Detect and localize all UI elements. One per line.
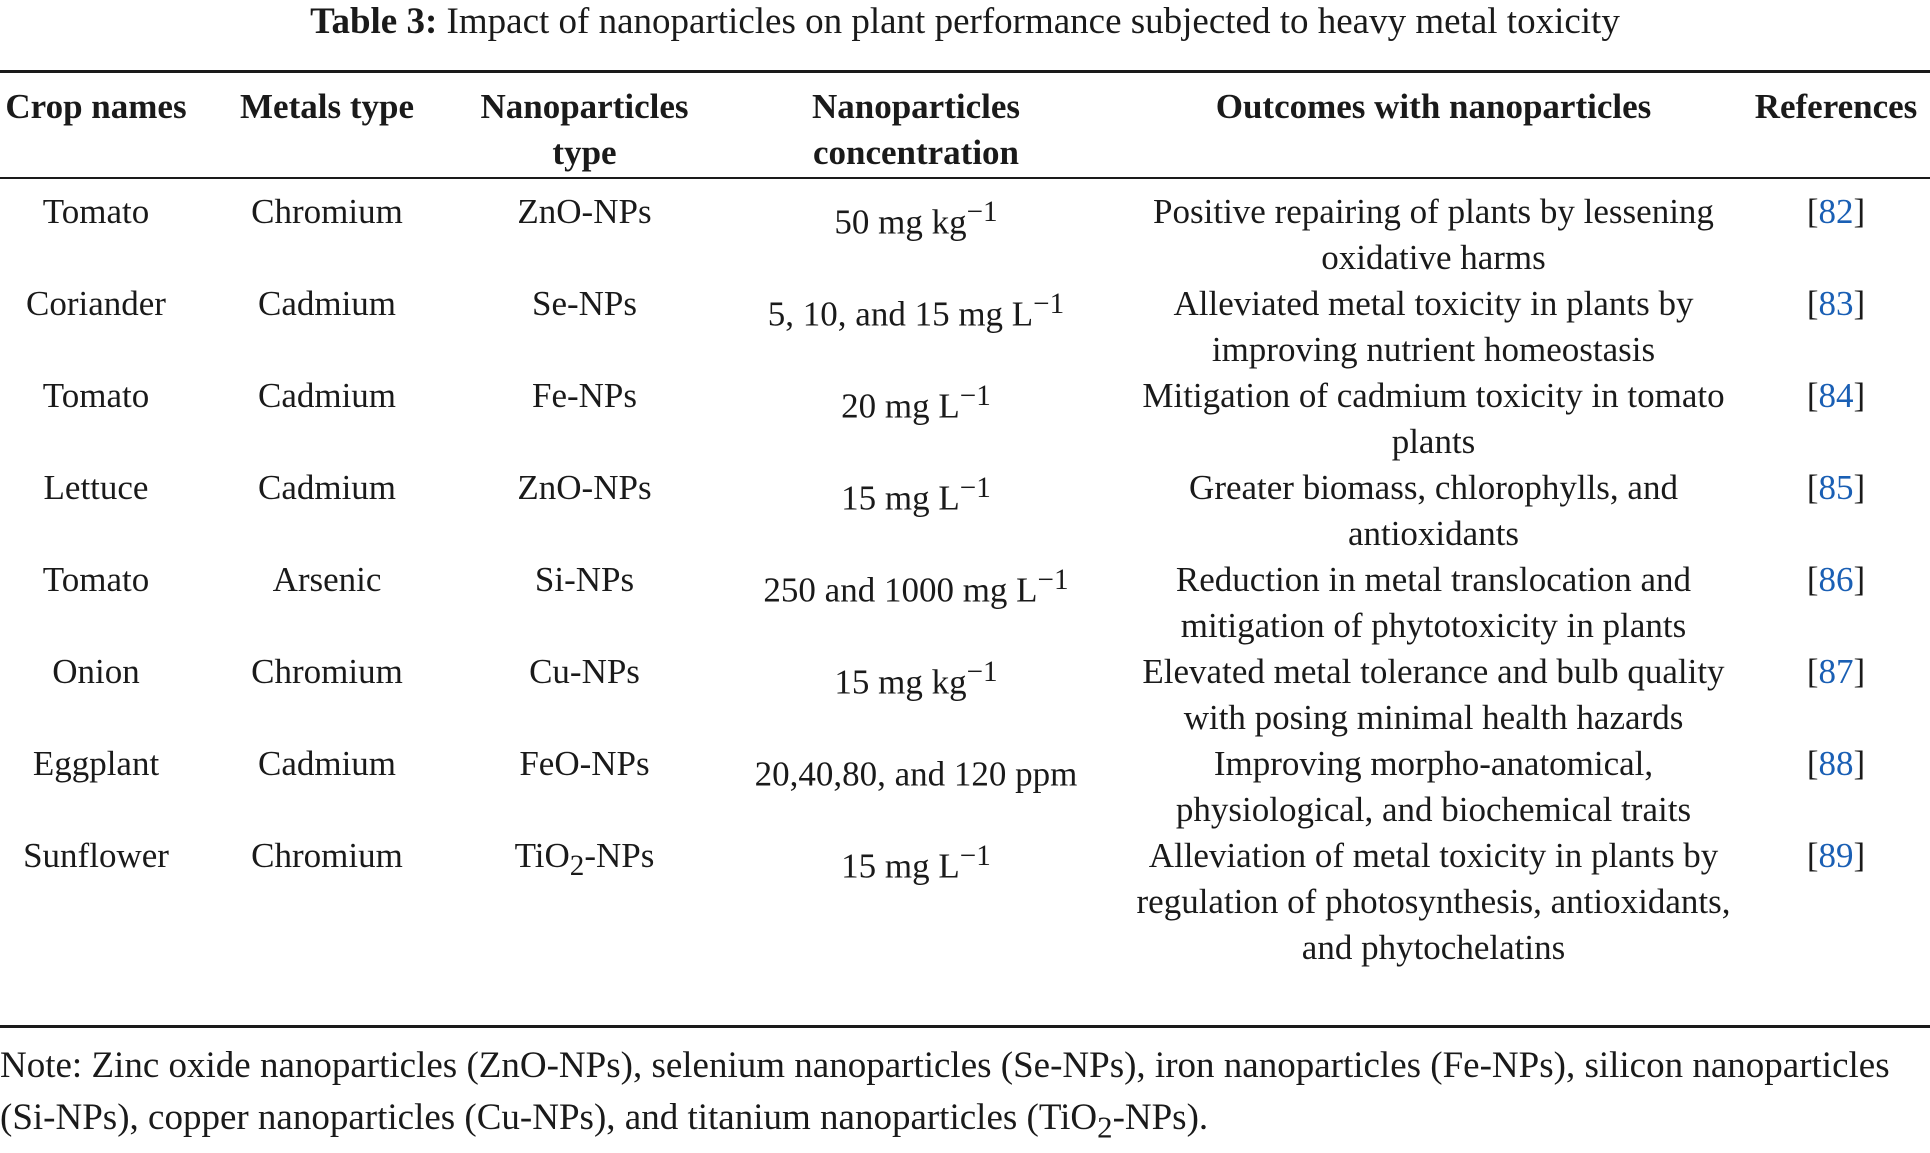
- table-row: [0, 177, 1930, 281]
- cell-outcome: Alleviated metal toxicity in plants by improving nutrient homeostasis: [1173, 284, 1694, 369]
- cell-np: [462, 833, 707, 971]
- conc-exponent: −1: [959, 840, 991, 872]
- reference-link[interactable]: 87: [1818, 652, 1854, 691]
- header-np-line1: Nanoparticles: [480, 87, 689, 126]
- cell-conc: [707, 177, 1125, 281]
- table-row: [0, 649, 1930, 741]
- caption-label: Table 3:: [310, 1, 438, 42]
- reference-link[interactable]: 86: [1818, 560, 1854, 599]
- conc-value: 20,40,80, and 120 ppm: [754, 754, 1078, 794]
- np-formula: TiO: [514, 836, 570, 875]
- cell-crop: Onion: [52, 652, 140, 691]
- note-subscript: 2: [1097, 1110, 1113, 1145]
- header-np-type: [462, 84, 707, 177]
- header-references: References: [1754, 87, 1918, 126]
- cell-conc: [707, 373, 1125, 465]
- cell-crop: Tomato: [42, 560, 150, 599]
- cell-conc: [707, 281, 1125, 373]
- cell-outcome: Mitigation of cadmium toxicity in tomato plants: [1142, 376, 1725, 461]
- table-row: [0, 373, 1930, 465]
- cell-crop: Sunflower: [23, 836, 169, 875]
- conc-value: 50 mg kg: [834, 202, 967, 242]
- conc-exponent: −1: [959, 380, 991, 412]
- cell-metal: Chromium: [251, 652, 403, 691]
- conc-exponent: −1: [1037, 564, 1069, 596]
- reference-link[interactable]: 88: [1818, 744, 1854, 783]
- cell-conc: [707, 833, 1125, 971]
- cell-crop: Coriander: [26, 284, 166, 323]
- conc-exponent: −1: [966, 196, 998, 228]
- table-row: [0, 741, 1930, 833]
- cell-crop: Lettuce: [43, 468, 149, 507]
- cell-crop: Tomato: [42, 376, 150, 415]
- cell-metal: Chromium: [251, 836, 403, 875]
- cell-crop: Eggplant: [32, 744, 160, 783]
- cell-np: FeO-NPs: [519, 744, 650, 783]
- cell-conc: [707, 741, 1125, 833]
- conc-exponent: −1: [959, 472, 991, 504]
- caption-text: Impact of nanoparticles on plant performance subjected to heavy metal toxicity: [446, 1, 1620, 42]
- cell-ref: [83]: [1806, 284, 1866, 323]
- cell-metal: Cadmium: [257, 376, 397, 415]
- conc-value: 15 mg L: [841, 846, 960, 886]
- reference-link[interactable]: 83: [1818, 284, 1854, 323]
- conc-value: 15 mg L: [841, 478, 960, 518]
- cell-outcome: Alleviation of metal toxicity in plants by regulation of photosynthesis, antioxidants, and phytochelatins: [1136, 836, 1731, 967]
- cell-np: Si-NPs: [534, 560, 635, 599]
- cell-ref: [84]: [1806, 376, 1866, 415]
- reference-link[interactable]: 82: [1818, 192, 1854, 231]
- table-row: [0, 281, 1930, 373]
- top-rule: [0, 70, 1930, 73]
- np-subscript: 2: [569, 850, 585, 882]
- cell-ref: [87]: [1806, 652, 1866, 691]
- np-suffix: -NPs: [584, 836, 655, 875]
- conc-value: 5, 10, and 15 mg L: [767, 294, 1034, 334]
- cell-ref: [82]: [1806, 192, 1866, 231]
- cell-metal: Chromium: [251, 192, 403, 231]
- cell-metal: Cadmium: [257, 744, 397, 783]
- cell-metal: Cadmium: [257, 284, 397, 323]
- cell-np: Cu-NPs: [529, 652, 640, 691]
- table-row: [0, 557, 1930, 649]
- cell-metal: Cadmium: [257, 468, 397, 507]
- cell-outcome: Positive repairing of plants by lessening oxidative harms: [1153, 192, 1714, 277]
- reference-link[interactable]: 85: [1818, 468, 1854, 507]
- cell-ref: [88]: [1806, 744, 1866, 783]
- conc-value: 250 and 1000 mg L: [763, 570, 1038, 610]
- cell-crop: Tomato: [42, 192, 150, 231]
- cell-np: Fe-NPs: [531, 376, 638, 415]
- header-crop: Crop names: [5, 87, 187, 126]
- cell-metal: Arsenic: [272, 560, 382, 599]
- cell-ref: [86]: [1806, 560, 1866, 599]
- table-row: [0, 465, 1930, 557]
- cell-outcome: Elevated metal tolerance and bulb quality with posing minimal health hazards: [1142, 652, 1725, 737]
- cell-outcome: Greater biomass, chlorophylls, and antioxidants: [1189, 468, 1678, 553]
- note-text: Note: Zinc oxide nanoparticles (ZnO-NPs), selenium nanoparticles (Se-NPs), iron nanoparticles (Fe-NPs), silicon nanoparticles (Si-NPs), copper nanoparticles (Cu-NPs), and titanium nanoparticles (TiO: [0, 1045, 1890, 1138]
- cell-np: ZnO-NPs: [517, 468, 652, 507]
- bottom-rule: [0, 1025, 1930, 1028]
- table-caption: [0, 0, 1930, 44]
- conc-exponent: −1: [1033, 288, 1065, 320]
- note-tail: -NPs).: [1112, 1097, 1209, 1138]
- reference-link[interactable]: 84: [1818, 376, 1854, 415]
- cell-outcome: Reduction in metal translocation and mitigation of phytotoxicity in plants: [1175, 560, 1692, 645]
- header-conc-line1: Nanoparticles: [811, 87, 1021, 126]
- cell-ref: [85]: [1806, 468, 1866, 507]
- header-np-line2: type: [552, 133, 617, 172]
- conc-exponent: −1: [966, 656, 998, 688]
- header-metal: Metals type: [240, 87, 414, 126]
- header-row: [0, 84, 1930, 177]
- table-row: [0, 833, 1930, 971]
- header-outcome: Outcomes with nanoparticles: [1215, 87, 1652, 126]
- table-footnote: [0, 1040, 1930, 1153]
- conc-value: 20 mg L: [841, 386, 960, 426]
- cell-ref: [89]: [1806, 836, 1866, 875]
- cell-conc: [707, 465, 1125, 557]
- cell-conc: [707, 557, 1125, 649]
- cell-conc: [707, 649, 1125, 741]
- data-table: [0, 84, 1930, 971]
- cell-np: ZnO-NPs: [517, 192, 652, 231]
- header-conc-line2: concentration: [812, 133, 1020, 172]
- conc-value: 15 mg kg: [834, 662, 967, 702]
- reference-link[interactable]: 89: [1818, 836, 1854, 875]
- header-np-concentration: [707, 84, 1125, 177]
- cell-outcome: Improving morpho-anatomical, physiological, and biochemical traits: [1175, 744, 1692, 829]
- cell-np: Se-NPs: [531, 284, 638, 323]
